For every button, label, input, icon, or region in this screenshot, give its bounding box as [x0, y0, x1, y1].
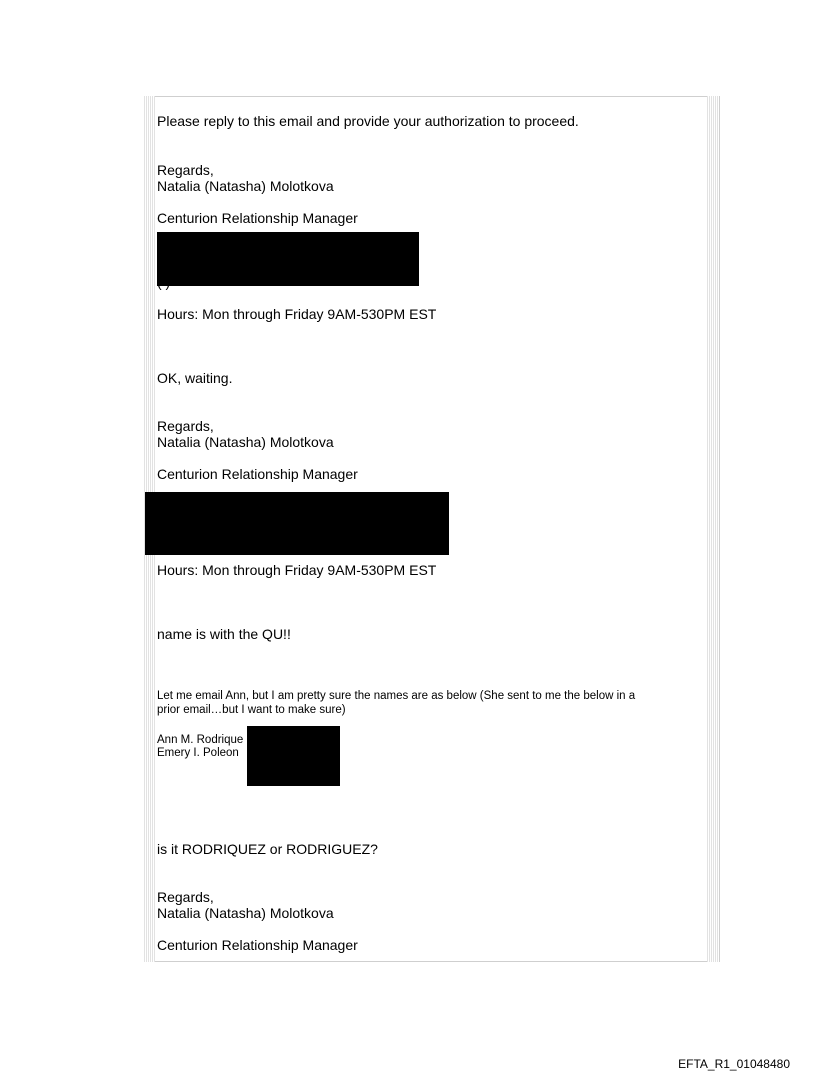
signature-title: Centurion Relationship Manager — [157, 937, 358, 953]
signature-title: Centurion Relationship Manager — [157, 466, 358, 482]
signature-regards: Regards, — [157, 418, 214, 434]
hours-text: Hours: Mon through Friday 9AM-530PM EST — [157, 562, 437, 578]
document-id-footer: EFTA_R1_01048480 — [678, 1057, 790, 1071]
signature-regards: Regards, — [157, 889, 214, 905]
reply-ok-waiting: OK, waiting. — [157, 370, 233, 386]
name-emery-poleon: Emery I. Poleon — [157, 747, 239, 759]
signature-name: Natalia (Natasha) Molotkova — [157, 178, 334, 194]
redaction-box — [247, 726, 340, 786]
signature-name: Natalia (Natasha) Molotkova — [157, 905, 334, 921]
signature-regards: Regards, — [157, 162, 214, 178]
authorization-request-text: Please reply to this email and provide your authorization to proceed. — [157, 113, 579, 129]
email-ann-text-line2: prior email…but I want to make sure) — [157, 704, 346, 716]
signature-title: Centurion Relationship Manager — [157, 210, 358, 226]
email-ann-text-line1: Let me email Ann, but I am pretty sure the names are as below (She sent to me the below in a — [157, 690, 636, 702]
redaction-box — [145, 492, 449, 555]
redaction-box — [157, 232, 419, 286]
hours-text: Hours: Mon through Friday 9AM-530PM EST — [157, 306, 437, 322]
name-ann-rodrique: Ann M. Rodrique — [157, 734, 244, 746]
name-is-with-qu-text: name is with the QU!! — [157, 626, 291, 642]
signature-name: Natalia (Natasha) Molotkova — [157, 434, 334, 450]
spelling-question-text: is it RODRIQUEZ or RODRIGUEZ? — [157, 841, 378, 857]
right-quote-border — [707, 96, 719, 962]
